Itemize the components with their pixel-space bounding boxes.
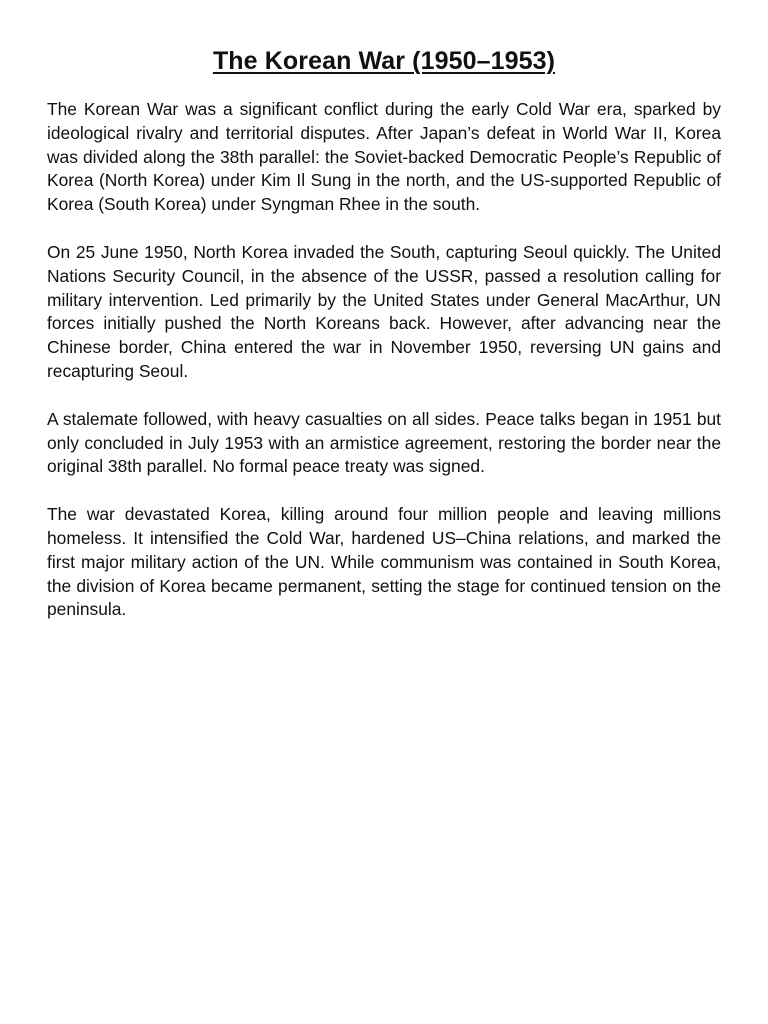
paragraph-background: The Korean War was a significant conflict during the early Cold War era, sparked by ideological rivalry and territorial disputes. After Japan’s defeat in World War II, Korea was divided along the 38th parallel: the Soviet-backed Democratic People’s Republic of Korea (North Korea) under Kim Il Sung in the north, and the US-supported Republic of Korea (South Korea) under Syngman Rhee in the south. bbox=[47, 99, 721, 215]
document-title: The Korean War (1950–1953) bbox=[212, 47, 556, 75]
paragraph-invasion: On 25 June 1950, North Korea invaded the South, capturing Seoul quickly. The United Nations Security Council, in the absence of the USSR, passed a resolution calling for military intervention. Led primarily by the United States under General MacArthur, UN forces initially pushed the North Koreans back. However, after advancing near the Chinese border, China entered the war in November 1950, reversing UN gains and recapturing Seoul. bbox=[47, 241, 721, 381]
paragraph-stalemate: A stalemate followed, with heavy casualties on all sides. Peace talks began in 1951 but only concluded in July 1953 with an armistice agreement, restoring the border near the original 38th parallel. No formal peace treaty was signed. bbox=[47, 408, 721, 477]
paragraph-consequences: The war devastated Korea, killing around four million people and leaving millions homeless. It intensified the Cold War, hardened US–China relations, and marked the first major military action of the UN. While communism was contained in South Korea, the division of Korea became permanent, setting the stage for continued tension on the peninsula. bbox=[47, 504, 721, 620]
